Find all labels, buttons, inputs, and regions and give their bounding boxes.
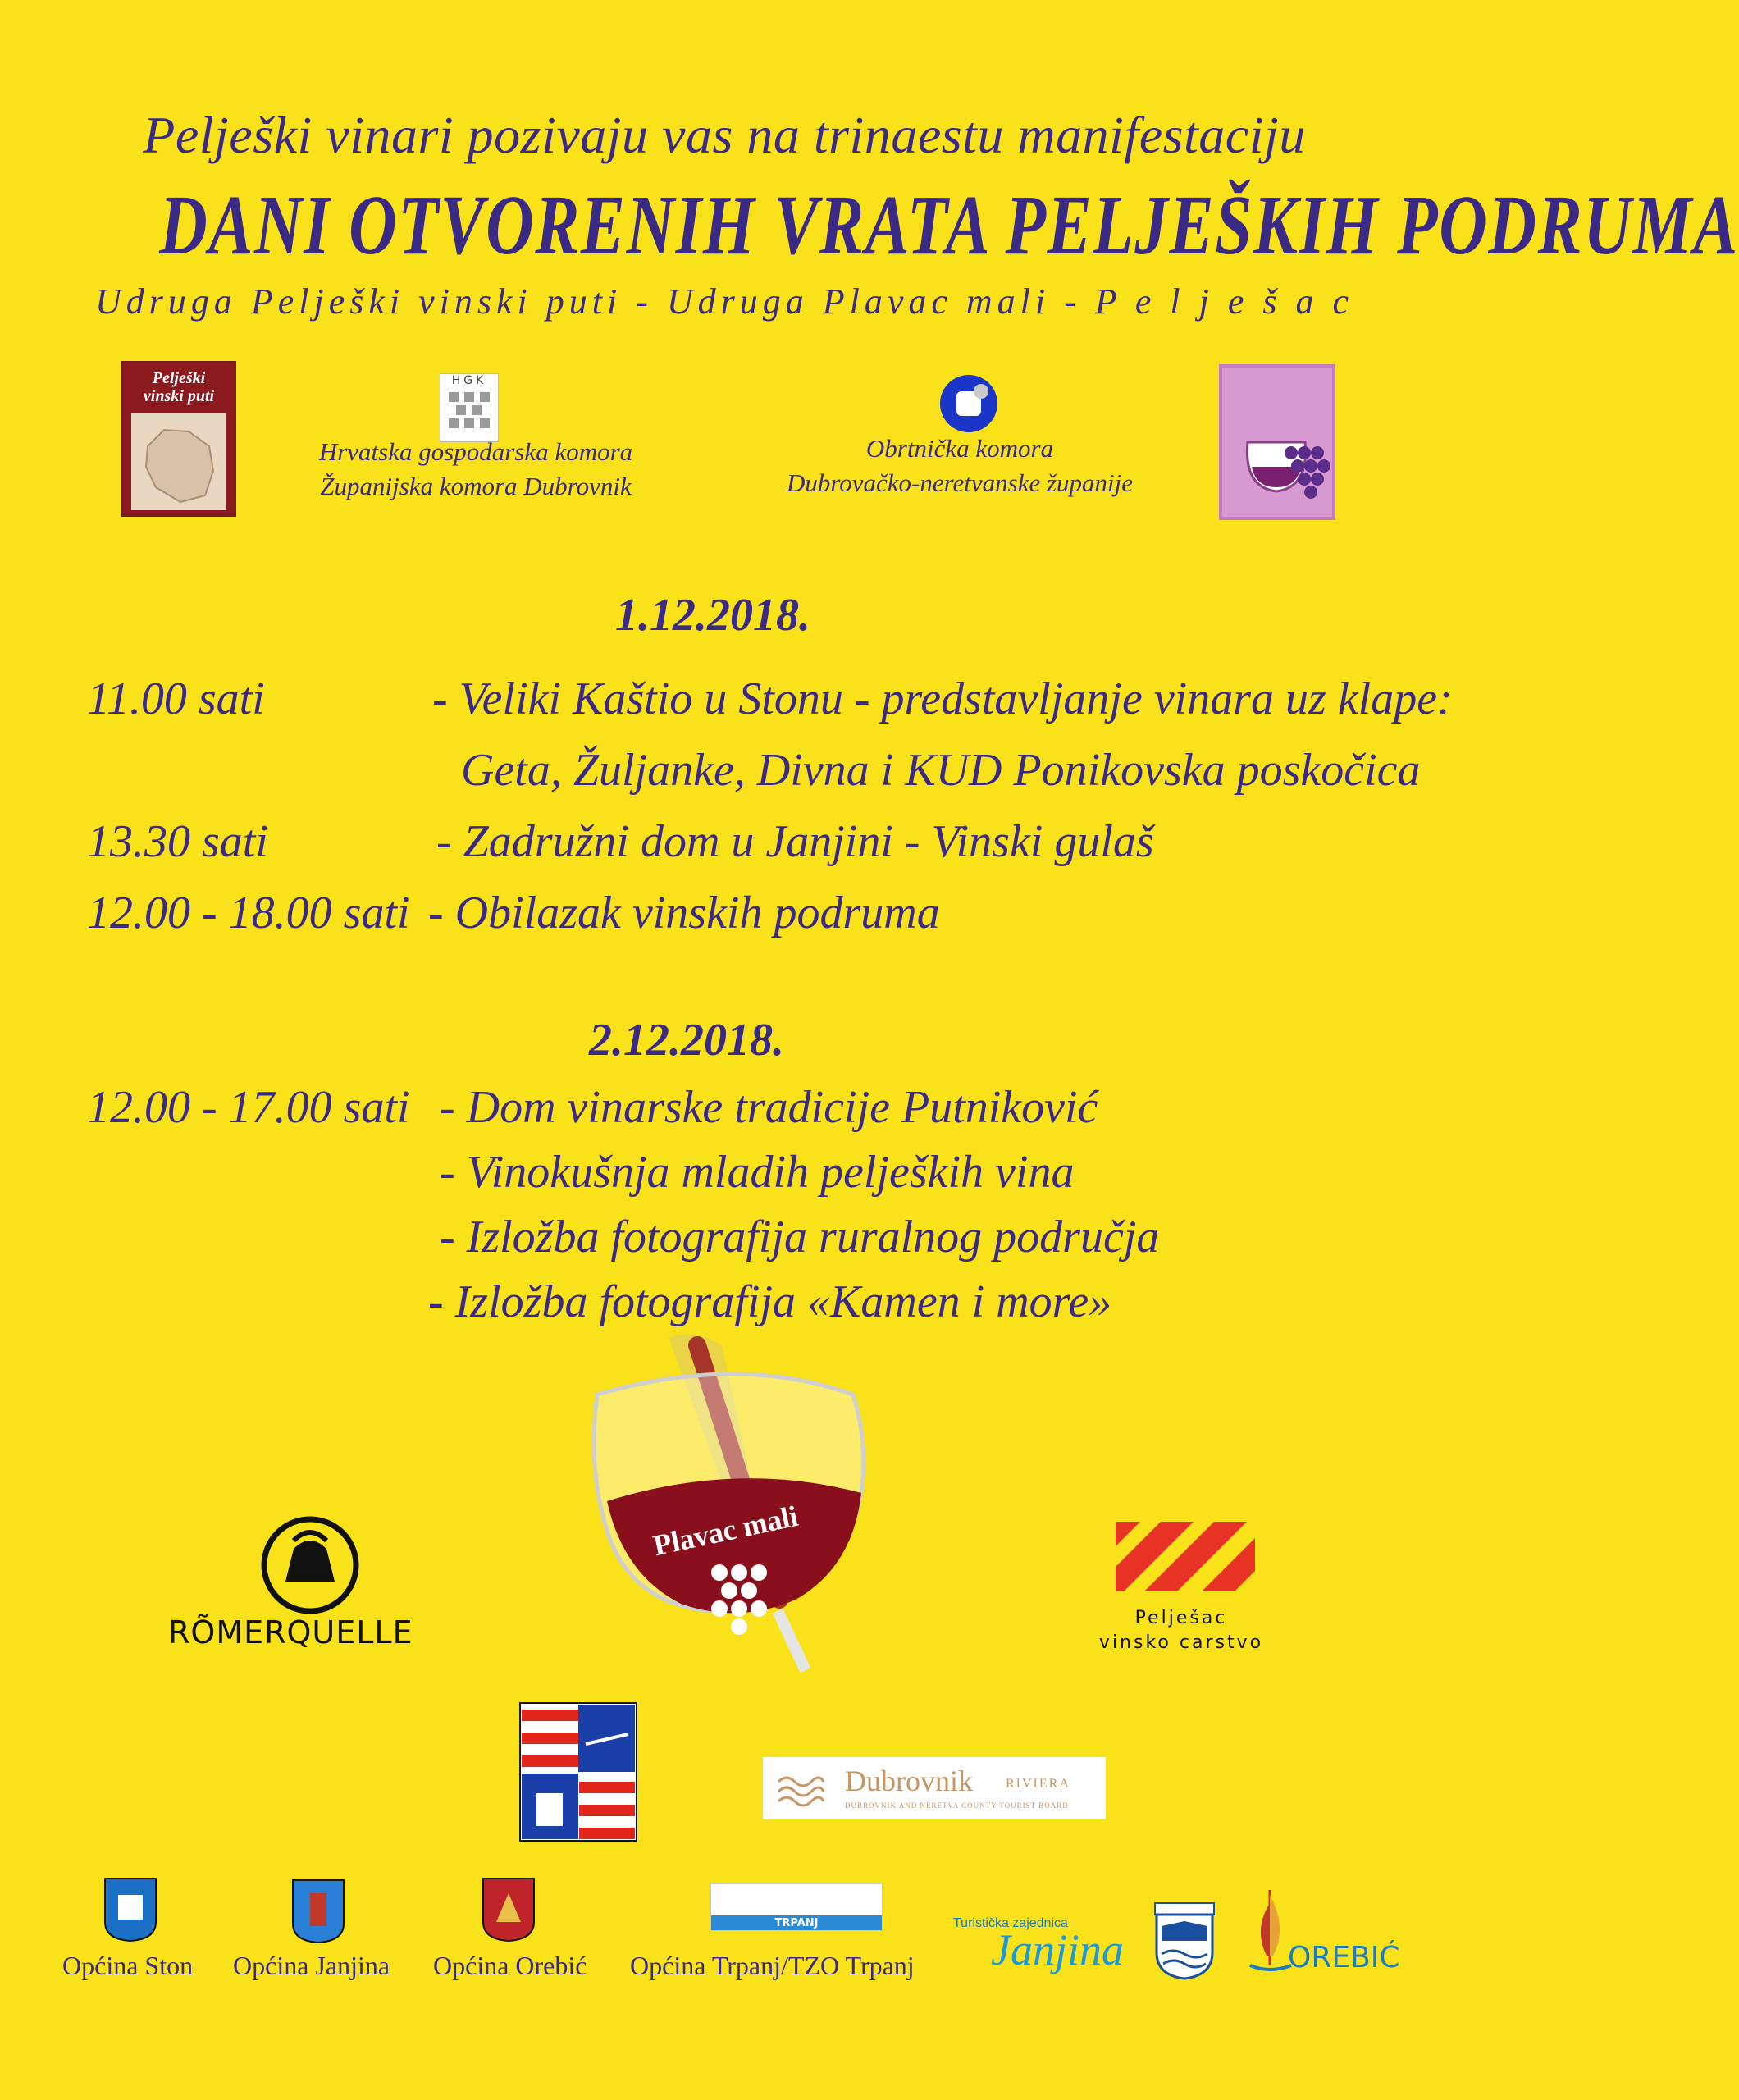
hgk-caption-line2: Županijska komora Dubrovnik xyxy=(320,472,632,500)
label-opcina-janjina: Općina Janjina xyxy=(233,1951,390,1980)
peljesac-map-icon xyxy=(131,413,226,510)
orebic-logo-text: OREBIĆ xyxy=(1288,1941,1400,1974)
romerquelle-knight-icon xyxy=(261,1516,359,1614)
label-opcina-ston: Općina Ston xyxy=(62,1951,194,1980)
event-title: DANI OTVORENIH VRATA PELJEŠKIH PODRUMA xyxy=(159,178,1739,272)
romerquelle-wordmark: RÕMERQUELLE xyxy=(168,1614,413,1650)
day2-time: 12.00 - 17.00 sati xyxy=(87,1082,410,1133)
peljesac-line1: Pelješac xyxy=(1134,1608,1228,1628)
dubrovnik-sub-text: DUBROVNIK AND NERETVA COUNTY TOURIST BOARD xyxy=(845,1801,1069,1810)
dubrovnik-riviera-logo xyxy=(763,1757,1106,1819)
label-opcina-orebic: Općina Orebić xyxy=(433,1951,587,1980)
day2-item-3: - Izložba fotografija ruralnog područja xyxy=(440,1212,1160,1262)
hgk-caption-line1: Hrvatska gospodarska komora xyxy=(318,437,633,466)
associations-line: Udruga Pelješki vinski puti - Udruga Plavac mali - P e l j e š a c xyxy=(94,281,1354,322)
janjina-crest-icon xyxy=(291,1879,345,1944)
day1-time-1: 11.00 sati xyxy=(87,673,265,724)
hgk-logo xyxy=(440,373,499,442)
label-opcina-trpanj: Općina Trpanj/TZO Trpanj xyxy=(630,1951,915,1980)
hgk-grid-icon xyxy=(440,387,498,438)
orebic-sail-icon xyxy=(1245,1887,1294,1977)
day1-text-1: - Veliki Kaštio u Stonu - predstavljanje vinara uz klape: xyxy=(432,673,1453,724)
obrtnicka-caption-line2: Dubrovačko-neretvanske županije xyxy=(786,468,1134,497)
plavac-mali-association-logo xyxy=(1219,364,1335,520)
obrtnicka-komora-logo-icon xyxy=(938,373,999,434)
trpanj-logo xyxy=(710,1883,883,1931)
glass-label: Plavac mali xyxy=(650,1499,801,1563)
peljesac-stripes-icon xyxy=(1116,1522,1255,1596)
day2-item-1: - Dom vinarske tradicije Putniković xyxy=(440,1082,1098,1133)
tz-ston-crest-icon xyxy=(1153,1901,1216,1980)
vinski-puti-logo-text: Pelješki vinski puti xyxy=(143,369,215,405)
hgk-logo-text: HGK xyxy=(451,374,487,387)
day1-time-3: 13.30 sati xyxy=(87,816,268,867)
dubrovnik-riviera-text: RIVIERA xyxy=(1006,1777,1070,1791)
tz-janjina-small: Turistička zajednica xyxy=(953,1916,1068,1930)
vinski-puti-logo xyxy=(121,361,236,517)
day1-time-4: 12.00 - 18.00 sati xyxy=(87,888,410,938)
grape-cluster-icon xyxy=(710,1563,775,1637)
dubrovnik-waves-icon xyxy=(774,1765,824,1811)
day1-date: 1.12.2018. xyxy=(615,590,810,641)
day2-date: 2.12.2018. xyxy=(589,1015,784,1066)
trpanj-logo-text: TRPANJ xyxy=(774,1917,819,1929)
day1-text-2: Geta, Žuljanke, Divna i KUD Ponikovska poskočica xyxy=(461,745,1421,796)
day2-item-4: - Izložba fotografija «Kamen i more» xyxy=(428,1276,1112,1327)
county-coat-of-arms-icon xyxy=(520,1703,637,1841)
dubrovnik-main-text: Dubrovnik xyxy=(845,1764,973,1797)
day2-item-2: - Vinokušnja mladih peljeških vina xyxy=(440,1147,1075,1198)
intro-line: Pelješki vinari pozivaju vas na trinaestu manifestaciju xyxy=(143,106,1306,164)
obrtnicka-caption-line1: Obrtnička komora xyxy=(865,434,1054,463)
day1-text-3: - Zadružni dom u Janjini - Vinski gulaš xyxy=(436,816,1154,867)
day1-text-4: - Obilazak vinskih podruma xyxy=(428,888,940,938)
peljesac-line2: vinsko carstvo xyxy=(1098,1632,1264,1653)
orebic-crest-icon xyxy=(482,1877,536,1942)
ston-crest-icon xyxy=(103,1877,157,1942)
tz-janjina-logo: Janjina xyxy=(991,1925,1124,1974)
